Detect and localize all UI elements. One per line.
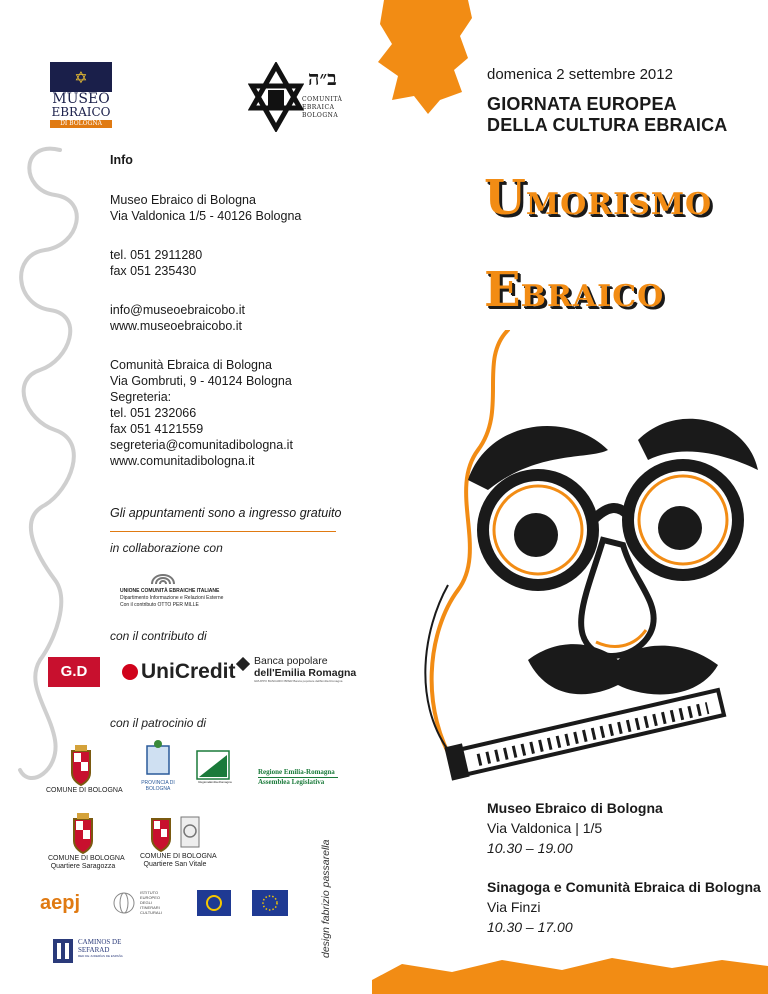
headline-word1-cap: U	[484, 170, 526, 226]
menorah-icon: ✡	[50, 62, 112, 92]
comunita-tel: tel. 051 232066	[110, 406, 197, 420]
orange-splash-bottom	[372, 958, 768, 994]
comune-bologna-logo	[46, 745, 123, 795]
patrocinio-label: con il patrocinio di	[110, 716, 207, 730]
free-entry-text: Gli appuntamenti sono a ingresso gratuito	[110, 506, 342, 520]
saragozza-line1: COMUNE DI BOLOGNA	[48, 855, 125, 862]
headline-ebraico	[484, 262, 664, 318]
regione-caption: RegioneEmilia-Romagna	[198, 780, 232, 784]
aepj-logo	[40, 890, 96, 922]
venue-1-time: 10.30 – 19.00	[487, 840, 573, 856]
orange-splash-top	[376, 0, 476, 115]
info-block	[110, 152, 340, 168]
museo-online	[110, 302, 340, 334]
provincia-bologna-logo	[138, 740, 178, 792]
istituto-europeo-logo	[112, 890, 182, 915]
museo-logo-line2: EBRAICO	[51, 105, 111, 119]
groucho-glasses-illustration	[418, 330, 768, 800]
comunita-logo-line2: EBRAICA	[302, 104, 335, 111]
free-entry-note	[110, 505, 340, 521]
comunita-address: Via Gombruti, 9 - 40124 Bologna	[110, 374, 292, 388]
venue-2	[487, 877, 761, 937]
ucei-emblem-icon	[148, 564, 178, 588]
comunita-logo-line1: COMUNITÀ	[302, 96, 343, 103]
venue-1-address: Via Valdonica | 1/5	[487, 820, 603, 836]
collab-label: in collaborazione con	[110, 541, 223, 555]
provincia-line1: PROVINCIA DI	[141, 780, 175, 786]
istituto-line5: CULTURALI	[140, 910, 162, 915]
info-heading: Info	[110, 153, 133, 167]
bpop-emblem-icon	[236, 657, 250, 671]
assemblea-line1: Regione Emilia-Romagna	[258, 768, 338, 778]
istituto-line4: ITINERARI	[140, 905, 160, 910]
bpop-logo	[238, 655, 357, 684]
istituto-line2: EUROPEO	[140, 895, 161, 900]
bologna-crest-icon	[66, 745, 96, 787]
comunita-ebraica-logo	[248, 62, 348, 132]
council-europe-icon	[197, 890, 231, 916]
comunita-hebrew: ב״ה	[308, 66, 337, 90]
caminos-line2: SEFARAD	[78, 946, 110, 954]
bpop-small: GRUPPO BANCARIO BPER Banca popolare dell'Emilia Romagna	[254, 679, 343, 683]
caminos-line1: CAMINOS DE	[78, 938, 122, 946]
caminos-small: RED DE JUDERÍAS DE ESPAÑA	[78, 954, 123, 958]
eu-stars-icon	[252, 890, 288, 916]
venue-2-time: 10.30 – 17.00	[487, 919, 573, 935]
cigar	[444, 690, 724, 781]
comunita-segreteria: Segreteria:	[110, 390, 172, 404]
museo-phones	[110, 247, 340, 279]
unicredit-text: UniCredit	[141, 660, 236, 683]
comunita-fax: fax 051 4121559	[110, 422, 204, 436]
right-pupil	[658, 506, 702, 550]
star-of-david-icon	[248, 62, 304, 132]
ucei-line1: UNIONE COMUNITÀ EBRAICHE ITALIANE	[120, 588, 220, 594]
comunita-web-link[interactable]: www.comunitadibologna.it	[110, 454, 255, 468]
comunita-email-link[interactable]: segreteria@comunitadibologna.it	[110, 438, 293, 452]
comunita-contact	[110, 357, 340, 469]
regione-logo	[196, 750, 234, 785]
design-credit: design fabrizio passarella	[320, 839, 332, 958]
comune-caption: COMUNE DI BOLOGNA	[46, 787, 123, 794]
headline-umorismo	[484, 170, 712, 226]
museo-name: Museo Ebraico di Bologna	[110, 193, 256, 207]
museo-logo-line1: MUSEO	[52, 91, 110, 107]
istituto-globe-icon	[112, 891, 136, 915]
gd-logo: G.D	[48, 657, 100, 687]
caminos-sefarad-logo	[52, 938, 142, 964]
museo-web-link[interactable]: www.museoebraicobo.it	[110, 319, 243, 333]
divider	[110, 531, 336, 532]
bpop-line1: Banca popolare	[254, 655, 328, 667]
assemblea-line2: Assemblea Legislativa	[258, 778, 325, 786]
saragozza-line2: Quartiere Saragozza	[50, 863, 116, 870]
headline-word2-cap: E	[484, 262, 521, 318]
sanvitale-line2: Quartiere San Vitale	[143, 861, 207, 868]
museo-tel: tel. 051 2911280	[110, 248, 203, 262]
museo-address: Via Valdonica 1/5 - 40126 Bologna	[110, 209, 302, 223]
unicredit-logo	[122, 660, 236, 684]
sanvitale-emblem-icon	[179, 813, 201, 853]
provincia-line2: BOLOGNA	[145, 786, 171, 792]
aepj-text: aepj	[40, 892, 81, 914]
ucei-line2: Dipartimento Informazione e Relazioni Esterne	[120, 595, 224, 601]
event-title-line1: GIORNATA EUROPEA	[487, 94, 677, 114]
assemblea-logo	[258, 768, 338, 787]
unicredit-dot-icon	[122, 664, 138, 680]
istituto-line1: ISTITUTO	[140, 890, 159, 895]
venue-1-name: Museo Ebraico di Bologna	[487, 800, 663, 816]
istituto-line3: DEGLI	[140, 900, 153, 905]
ucei-logo	[120, 564, 260, 609]
event-title	[487, 94, 728, 136]
caminos-emblem-icon	[52, 938, 74, 964]
sanvitale-line1: COMUNE DI BOLOGNA	[140, 853, 217, 860]
bpop-line2: dell'Emilia Romagna	[254, 667, 357, 679]
venue-1	[487, 798, 663, 858]
museo-ebraico-logo	[50, 62, 112, 132]
contrib-label: con il contributo di	[110, 629, 207, 643]
headline-word1-rest: MORISMO	[525, 187, 713, 222]
headline-word2-rest: BRAICO	[520, 279, 665, 314]
saragozza-crest-icon	[68, 813, 98, 855]
museo-logo-line3: DI BOLOGNA	[50, 120, 112, 128]
museo-contact	[110, 192, 340, 224]
provincia-crest-icon	[143, 740, 173, 780]
comunita-name: Comunità Ebraica di Bologna	[110, 358, 272, 372]
museo-email-link[interactable]: info@museoebraicobo.it	[110, 303, 245, 317]
eu-flag-logo	[252, 890, 288, 916]
event-title-line2: DELLA CULTURA EBRAICA	[487, 115, 728, 135]
quartiere-sanvitale-logo	[140, 813, 217, 869]
comunita-logo-line3: BOLOGNA	[302, 112, 339, 119]
left-pupil	[514, 513, 558, 557]
museo-fax: fax 051 235430	[110, 264, 197, 278]
regione-emblem-icon	[196, 750, 230, 780]
event-date: domenica 2 settembre 2012	[487, 66, 673, 83]
sanvitale-crest-icon	[149, 813, 173, 853]
quartiere-saragozza-logo	[48, 813, 125, 871]
ucei-line3: Con il contributo OTTO PER MILLE	[120, 602, 199, 608]
venue-2-address: Via Finzi	[487, 899, 541, 915]
venue-2-name: Sinagoga e Comunità Ebraica di Bologna	[487, 879, 761, 895]
council-of-europe-logo	[197, 890, 231, 916]
